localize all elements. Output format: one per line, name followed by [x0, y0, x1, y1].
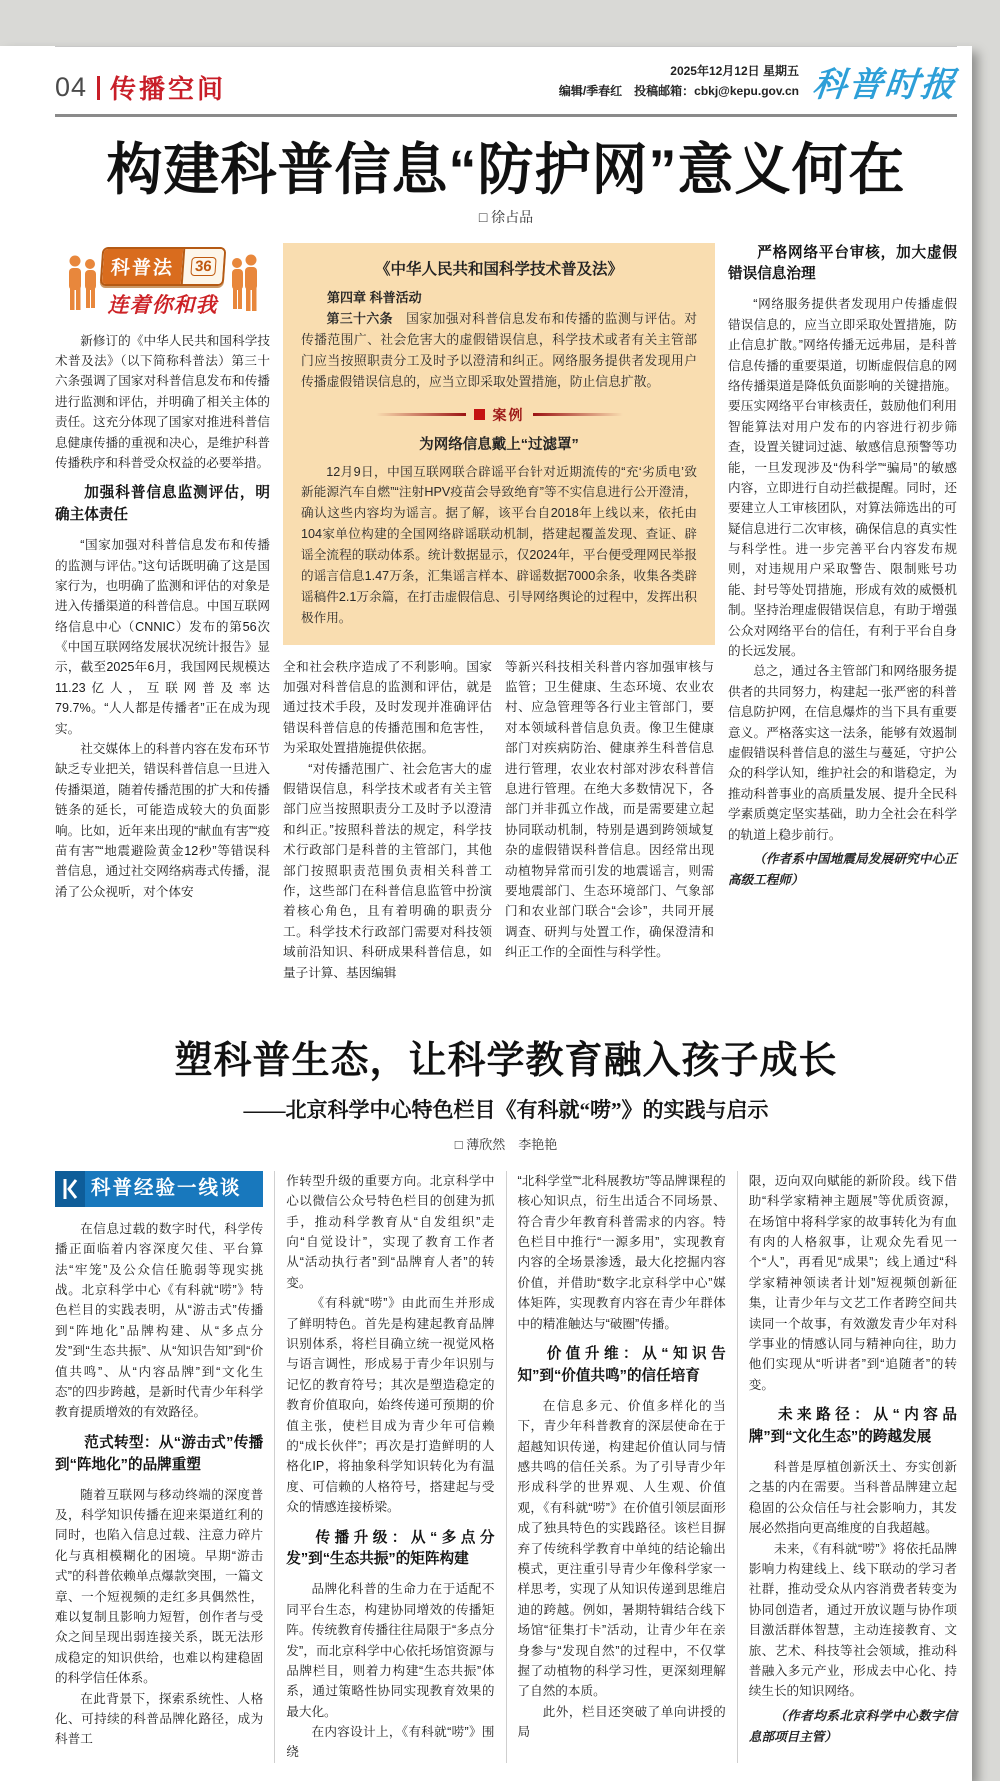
- article1-author-credit: （作者系中国地震局发展研究中心正高级工程师）: [728, 851, 957, 888]
- a2-col3-para: 此外，栏目还突破了单向讲授的局: [517, 1704, 726, 1740]
- a1-col2-para: “对传播范围广、社会危害大的虚假错误信息，科学技术或者有关主管部门应当按照职责分工及时予以澄清和纠正。”按照科普法的规定，科学技术行政部门是科普的主管部门，其他部门按照职责范围负责相关科普工作，这些部门在科普信息监管中扮演着核心角色，且有着明确的职责分工。科学技术行政部门需要对科技领域前沿知识、科研成果科普信息，如量子计算、基因编辑: [283, 761, 492, 980]
- a2-col2-subhead: 传播升级：从“多点分发”到“生态共振”的矩阵构建: [286, 1529, 495, 1568]
- article2-subtitle: ——北京科学中心特色栏目《有科就“唠”》的实践与启示: [243, 1097, 769, 1122]
- people-icon-left: [65, 254, 99, 312]
- case-text: 12月9日，中国互联网联合辟谣平台针对近期流传的“充‘劣质电’致新能源汽车自燃”“注射HPV疫苗会导致绝育”等不实信息进行公开澄清，确认这些内容均为谣言。据了解，该平台自2018年上线以来，依托由104家单位构建的全国网络辟谣联动机制，搭建起覆盖发现、查证、辟谣全流程的联动体系。统计数据显示，仅2024年，平台便受理网民举报的谣言信息1.47万条，汇集谣言样本、辟谣数据7000余条，收集各类辟谣稿件2.1万余篇，在打击虚假信息、引导网络舆论的过程中，发挥出积极作用。: [301, 464, 697, 625]
- law-book-icon: [99, 247, 225, 286]
- law-article-number: 36: [190, 257, 216, 276]
- page-number: 04: [55, 72, 88, 102]
- article-1: [55, 139, 957, 983]
- a2-col3-para: 在信息多元、价值多样化的当下，青少年科普教育的深层使命在于超越知识传递，构建起价值认同与情感共鸣的信任关系。为了引导青少年形成科学的世界观、人生观、价值观，《有科就“唠”》在价值引领层面形成了独具特色的实践路径。该栏目摒弃了传统科学教育中单纯的结论输出模式，更注重引导青少年像科学家一样思考，实现了从知识传递到思维启迪的跨越。例如，暑期特辑结合线下场馆“征集打卡”活动，让青少年在亲身参与“发现自然”的过程中，不仅掌握了动植物的科学习性，更深刻理解了自然的本质。: [517, 1398, 726, 1699]
- a2-col2-para: 在内容设计上，《有科就“唠”》围绕: [286, 1725, 495, 1760]
- a2-col3-subhead: 价值升维：从“知识告知”到“价值共鸣”的信任培育: [517, 1346, 726, 1384]
- a2-col2-para: 品牌化科普的生命力在于适配不同平台生态，构建协同增效的传播矩阵。传统教育传播往往局限于“多点分发”，而北京科学中心依托场馆资源与品牌栏目，则着力构建“生态共振”体系，通过策略性协同实现教育效果的最大化。: [286, 1582, 495, 1719]
- a2-col2-para: 《有科就“唠”》由此而生并形成了鲜明特色。首先是构建起教育品牌识别体系，将栏目确立统一视觉风格与语言调性，形成易于青少年识别与记忆的教育符号；其次是塑造稳定的教育价值取向，始终传递可预期的价值主张，使栏目成为青少年可信赖的“成长伙伴”；再次是打造鲜明的人格化IP，将抽象科学知识转化为有温度、可信赖的人格符号，搭建起与受众的情感连接桥梁。: [286, 1296, 495, 1515]
- law-book-title: 科普法: [101, 249, 182, 284]
- section-divider: [97, 76, 100, 100]
- section-title: 传播空间: [110, 74, 227, 104]
- a1-col4-subhead: 严格网络平台审核，加大虚假错误信息治理: [728, 244, 957, 283]
- case-divider: [301, 405, 697, 425]
- a2-col4-subhead: 未来路径：从“内容品牌”到“文化生态”的跨越发展: [748, 1407, 957, 1446]
- k-icon: [55, 1171, 85, 1207]
- a1-col4-para: 总之，通过各主管部门和网络服务提供者的共同努力，构建起一张严密的科普信息防护网，在信息爆炸的当下具有重要意义。严格落实这一法条，能够有效遏制虚假错误科普信息的滋生与蔓延，守护公众的科学认知，维护社会的和谐稳定，为推动科普事业的高质量发展、提升全民科学素质奠定坚实基础，助力全社会在科学的轨道上稳步前行。: [728, 664, 957, 842]
- newspaper-masthead: 科普时报: [810, 67, 959, 104]
- issue-date: 2025年12月12日 星期五: [670, 64, 799, 79]
- editor-contact: 编辑/季春红 投稿邮箱：cbkj@kepu.gov.cn: [558, 83, 799, 98]
- a2-col1-para: 随着互联网与移动终端的深度普及，科学知识传播在迎来渠道红利的同时，也陷入信息过载、注意力碎片化与真相模糊化的困境。早期“游击式”的科普依赖单点爆款突围，一篇文章、一个短视频的走红多具偶然性，难以复制且影响力短暂，创作者与受众之间呈现出弱连接关系，既无法形成稳定的知识供给，也难以构建稳固的科学信任体系。: [55, 1487, 264, 1686]
- a2-col1-para: 在此背景下，探索系统性、人格化、可持续的科普品牌化路径，成为科普工: [55, 1691, 264, 1747]
- article2-author-credit: （作者均系北京科学中心数字信息部项目主管）: [748, 1708, 957, 1745]
- a1-col3-para: 等新兴科技相关科普内容加强审核与监管；卫生健康、生态环境、农业农村、应急管理等各行业主管部门，要对本领域科普信息负责。像卫生健康部门对疾病防治、健康养生科普信息进行管理，农业农村部对涉农科普信息进行管理。在绝大多数情况下，各部门并非孤立作战，而是需要建立起协同联动机制，特别是遇到跨领域复杂的虚假错误科普信息。因经常出现动植物异常而引发的地震谣言，则需要地震部门、生态环境部门、气象部门和农业部门联合“会诊”，共同开展调查、研判与处置工作，确保澄清和纠正工作的全面性与科学性。: [505, 659, 714, 960]
- case-square-icon: [474, 409, 485, 420]
- article1-headline: 构建科普信息“防护网”意义何在: [106, 138, 906, 201]
- article1-byline: □ 徐占品: [478, 208, 534, 225]
- badge-label: 科普经验一线谈: [91, 1177, 242, 1200]
- a2-col1-para: 在信息过载的数字时代，科学传播正面临着内容深度欠佳、平台算法“牢笼”及公众信任脆弱等现实挑战。北京科学中心《有科就“唠”》特色栏目的实践表明，从“游击式”传播到“阵地化”品牌构建、从“多点分发”到“生态共振”、从“知识告知”到“价值共鸣”、从“内容品牌”到“文化生态”的四步跨越，是新时代青少年科学教育提质增效的有效路径。: [55, 1221, 264, 1420]
- law-quote-box: [283, 243, 715, 645]
- a1-col1-para: “国家加强对科普信息发布和传播的监测与评估。”这句话既明确了这是国家行为，也明确了监测和评估的对象是进入传播渠道的科普信息。中国互联网络信息中心（CNNIC）发布的第56次《中国互联网络发展状况统计报告》显示，截至2025年6月，我国网民规模达11.23亿人，互联网普及率达79.7%。“人人都是传播者”正在成为现实。: [55, 538, 270, 736]
- law-box-chapter: 第四章 科普活动: [327, 289, 422, 305]
- people-icon-right: [226, 254, 260, 312]
- article2-byline: □ 薄欣然 李艳艳: [454, 1136, 558, 1152]
- a2-col1-subhead: 范式转型：从“游击式”传播到“阵地化”的品牌重塑: [55, 1434, 264, 1473]
- a2-col2-para: 作转型升级的重要方向。北京科学中心以微信公众号特色栏目的创建为抓手，推动科学教育从“自发组织”走向“自觉设计”，实现了教育工作者从“活动执行者”到“品牌育人者”的转变。: [286, 1173, 495, 1290]
- series-slogan: 连着你和我: [107, 292, 218, 317]
- a2-col4-para: 未来，《有科就“唠”》将依托品牌影响力构建线上、线下联动的学习者社群，推动受众从内容消费者转变为协同创造者，通过开放议题与协作项目激活群体智慧，主动连接教育、文旅、艺术、科技等社会领域，推动科普融入多元产业，形成去中心化、持续生长的知识网络。: [748, 1541, 957, 1699]
- a2-col4-para: 限，迈向双向赋能的新阶段。线下借助“科学家精神主题展”等优质资源，在场馆中将科学家的故事转化为有血有肉的人格叙事，让观众先看见一个“人”，再看见“成果”；线上通过“科学家精神领读者计划”短视频创新征集，让青少年与文艺工作者跨空间共读同一个故事，有效激发青少年对科学事业的情感认同与精神向往，助力他们实现从“听讲者”到“追随者”的转变。: [748, 1173, 957, 1392]
- a1-col1-subhead: 加强科普信息监测评估，明确主体责任: [55, 485, 270, 524]
- a1-col1-para: 社交媒体上的科普内容在发布环节缺乏专业把关，错误科普信息一旦进入传播渠道，随着传播范围的扩大和传播链条的延长，可能造成较大的负面影响。比如，近年来出现的“献血有害”“疫苗有害”“地震避险黄金12秒”等错误科普信息，通过社交网络病毒式传播，混淆了公众视听，对个体安: [55, 742, 270, 899]
- case-label: 案例: [492, 406, 525, 423]
- a1-col2-para: 全和社会秩序造成了不利影响。国家加强对科普信息的监测和评估，就是通过技术手段，及时发现并准确评估错误科普信息的传播范围和危害性，为采取处置措施提供依据。: [283, 659, 492, 756]
- law-box-title: 《中华人民共和国科学技术普及法》: [374, 260, 623, 278]
- page-header: [55, 46, 957, 117]
- a2-col3-para: “北科学堂”“北科展教坊”等品牌课程的核心知识点，衍生出适合不同场景、符合青少年教育科普需求的内容。特色栏目中推行“一源多用”，实现教育内容的全场景渗透，最大化挖掘内容价值，并借助“数字北京科学中心”媒体矩阵，实现教育内容在青少年群体中的精准触达与“破圈”传播。: [517, 1173, 726, 1331]
- a1-col1-para: 新修订的《中华人民共和国科学技术普及法》（以下简称科普法）第三十六条强调了国家对科普信息发布和传播进行监测和评估，并明确了相关主体的责任。这充分体现了国家对推进科普信息健康传播的重视和决心，是维护科普传播秩序和科普受众权益的必要举措。: [55, 333, 270, 470]
- article2-headline: 塑科普生态，让科学教育融入孩子成长: [174, 1039, 838, 1082]
- law-clause-text: 国家加强对科普信息发布和传播的监测与评估。对传播范围广、社会危害大的虚假错误信息，科学技术或者有关主管部门应当按照职责分工及时予以澄清和纠正。网络服务提供者发现用户传播虚假错误信息的，应当立即采取处置措施，防止信息扩散。: [301, 310, 698, 390]
- kepufa-series-badge: [55, 247, 270, 319]
- experience-column-badge: [55, 1171, 263, 1207]
- a1-col4-para: “网络服务提供者发现用户传播虚假错误信息的，应当立即采取处置措施，防止信息扩散。”网络传播无远弗届，是科普信息传播的重要渠道，切断虚假信息的网络传播渠道是降低负面影响的关键措施。要压实网络平台审核责任，鼓励他们利用智能算法对用户发布的内容进行初步筛查，设置关键词过滤、敏感信息预警等功能，一旦发现涉及“伪科学”“骗局”的敏感内容，立即进行自动拦截提醒。同时，还要建立人工审核团队，对算法筛选出的可疑信息进行二次审核，确保信息的真实性与科学性。进一步完善平台内容发布规则，对违规用户采取警告、限制账号功能、封号等处罚措施，形成有效的威慑机制。坚持治理虚假错误信息，有助于增强公众对网络平台的信任，有利于平台自身的长远发展。: [728, 297, 957, 659]
- a2-col4-para: 科普是厚植创新沃土、夯实创新之基的内在需要。当科普品牌建立起稳固的公众信任与社会影响力，其发展必然指向更高维度的自我超越。: [748, 1459, 957, 1536]
- article-2: [55, 1029, 957, 1763]
- newspaper-page: [0, 46, 972, 1781]
- law-clause-label: 第三十六条: [326, 310, 393, 326]
- case-title: 为网络信息戴上“过滤罩”: [419, 436, 579, 453]
